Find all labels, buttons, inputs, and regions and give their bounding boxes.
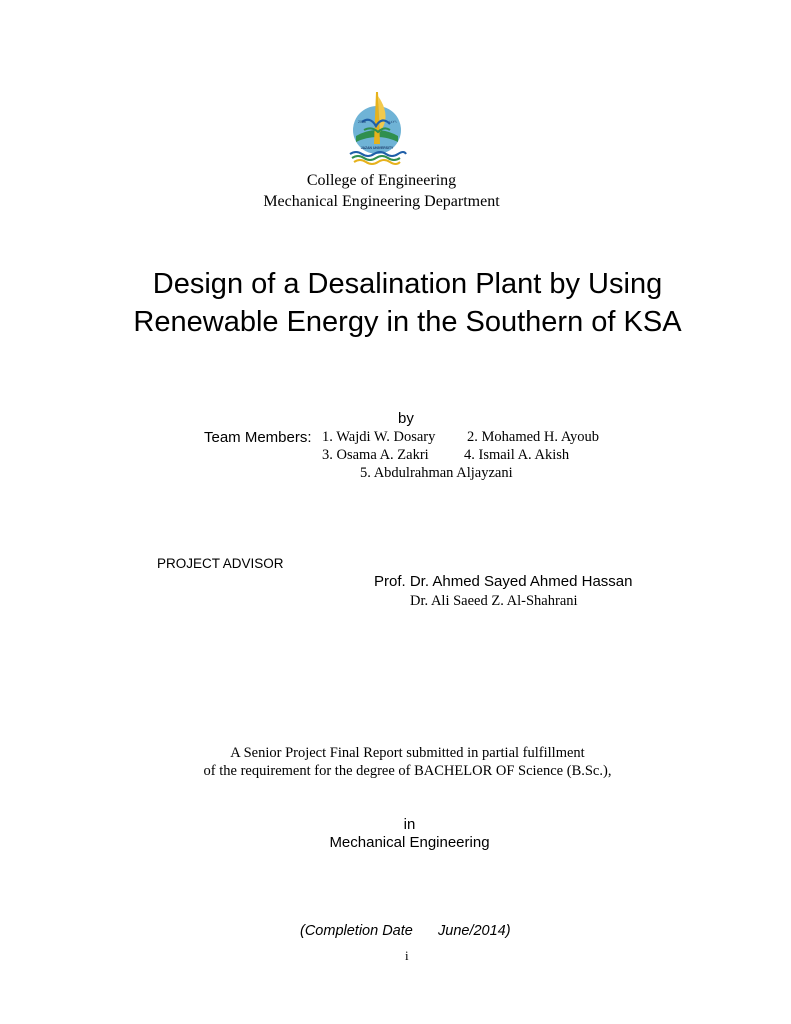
team-member-3: 3. Osama A. Zakri [322,447,429,463]
page-number: i [405,948,409,963]
field-name: Mechanical Engineering [329,834,490,851]
team-member-4: 4. Ismail A. Akish [464,447,570,463]
completion-label: (Completion Date [300,923,413,939]
completion-date: June/2014) [438,923,511,939]
report-title-line-2: Renewable Energy in the Southern of KSA [133,306,682,338]
logo-year-right: ١٤٢٦ [389,120,397,124]
advisor-primary: Prof. Dr. Ahmed Sayed Ahmed Hassan [374,573,633,590]
team-member-5: 5. Abdulrahman Aljayzani [360,465,513,481]
team-member-2: 2. Mohamed H. Ayoub [467,429,599,445]
logo-year-left: 2006 [358,120,366,124]
in-label: in [403,816,416,833]
team-members-label: Team Members: [204,429,312,446]
submission-line-2: of the requirement for the degree of BACHELOR OF Science (B.Sc.), [203,763,612,779]
college-name: College of Engineering [306,172,457,189]
submission-line-1: A Senior Project Final Report submitted in partial fulfillment [230,745,585,761]
team-member-1: 1. Wajdi W. Dosary [322,429,436,445]
by-label: by [398,410,414,427]
advisor-secondary: Dr. Ali Saeed Z. Al-Shahrani [410,593,578,609]
department-name: Mechanical Engineering Department [263,193,500,210]
report-title-line-1: Design of a Desalination Plant by Using [152,268,663,300]
jazan-university-logo [342,86,412,166]
project-advisor-label: PROJECT ADVISOR [157,556,284,571]
logo-banner-text: JAZAN UNIVERSITY [360,146,394,150]
